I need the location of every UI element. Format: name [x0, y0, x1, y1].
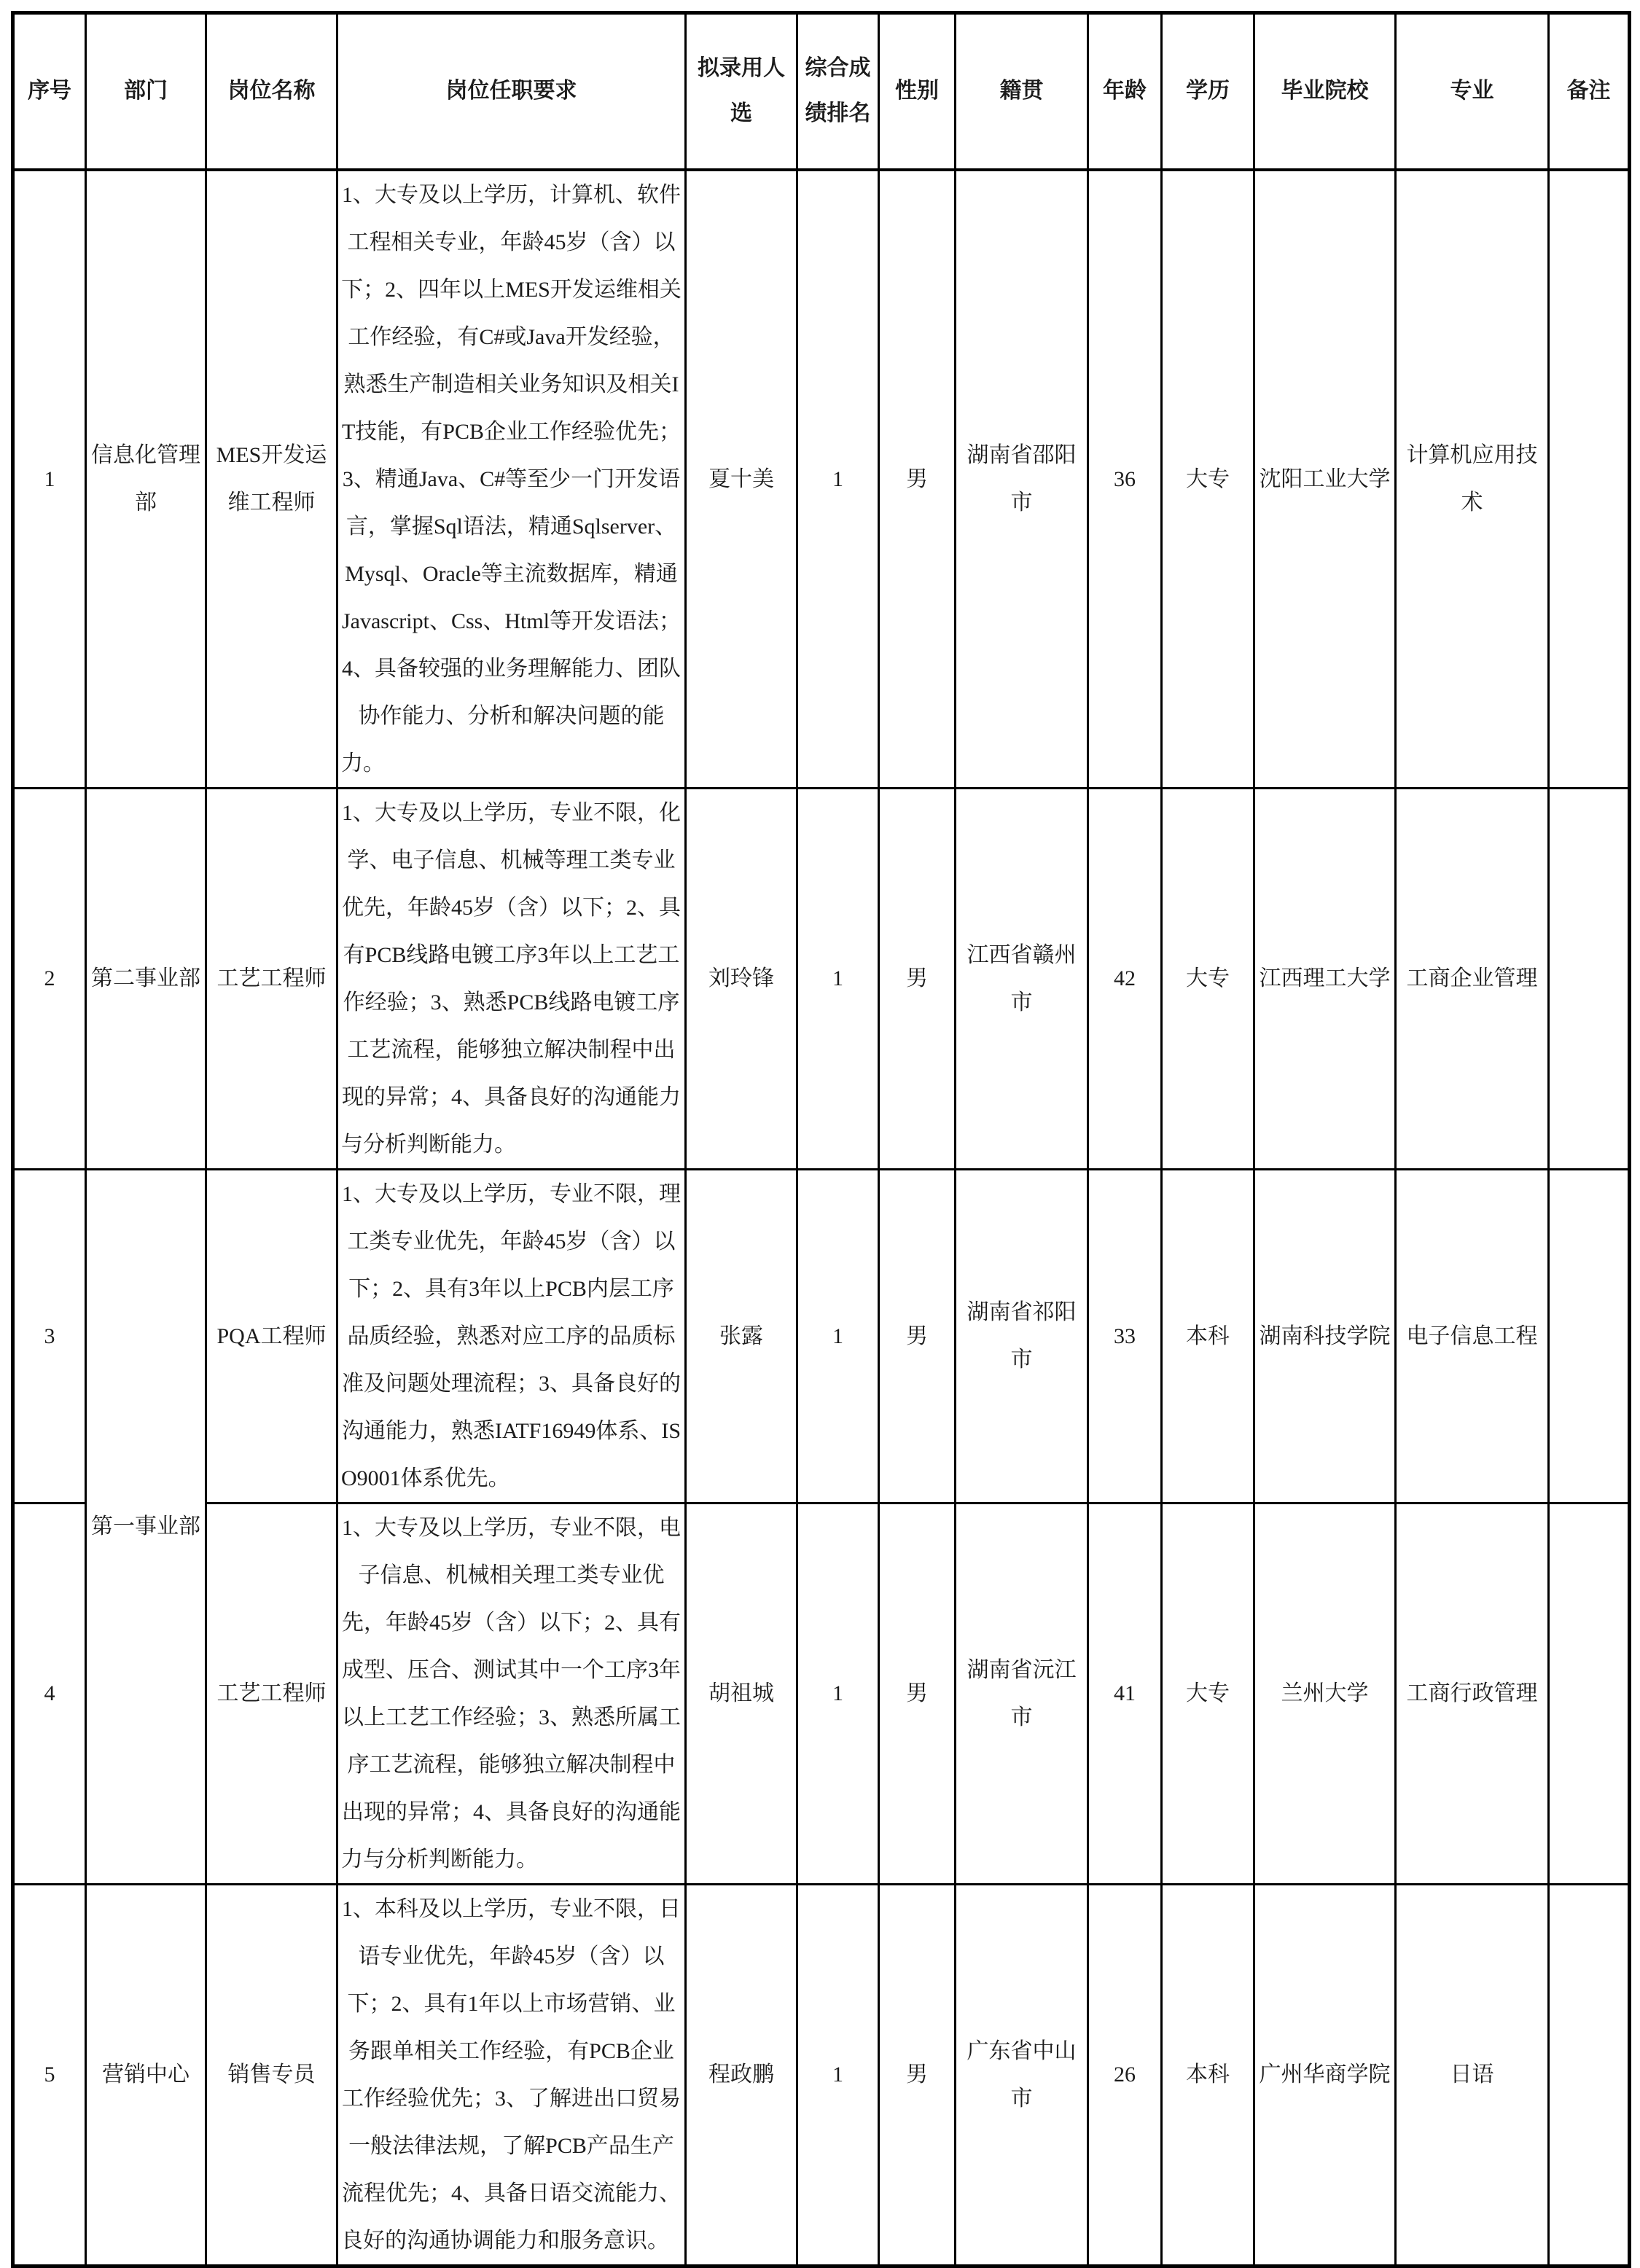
cell-rank: 1 — [797, 1884, 879, 2266]
cell-remark — [1549, 788, 1630, 1169]
cell-candidate: 夏十美 — [686, 170, 797, 789]
cell-major: 工商企业管理 — [1396, 788, 1549, 1169]
cell-age: 41 — [1088, 1503, 1162, 1884]
cell-hometown: 湖南省沅江市 — [956, 1503, 1088, 1884]
table-row — [13, 1884, 1630, 2266]
cell-rank: 1 — [797, 788, 879, 1169]
cell-remark — [1549, 170, 1630, 789]
cell-school: 广州华商学院 — [1254, 1884, 1396, 2266]
cell-hometown: 湖南省邵阳市 — [956, 170, 1088, 789]
header-cell-remark: 备注 — [1549, 13, 1630, 170]
cell-rank: 1 — [797, 1169, 879, 1503]
cell-department: 营销中心 — [86, 1884, 206, 2266]
cell-age: 42 — [1088, 788, 1162, 1169]
cell-index: 3 — [13, 1169, 86, 1503]
header-cell-age: 年龄 — [1088, 13, 1162, 170]
header-cell-major: 专业 — [1396, 13, 1549, 170]
cell-hometown: 湖南省祁阳市 — [956, 1169, 1088, 1503]
cell-gender: 男 — [879, 1884, 956, 2266]
cell-education: 本科 — [1162, 1884, 1254, 2266]
cell-candidate: 程政鹏 — [686, 1884, 797, 2266]
cell-school: 兰州大学 — [1254, 1503, 1396, 1884]
header-cell-hometown: 籍贯 — [956, 13, 1088, 170]
header-cell-school: 毕业院校 — [1254, 13, 1396, 170]
cell-remark — [1549, 1884, 1630, 2266]
cell-school: 江西理工大学 — [1254, 788, 1396, 1169]
recruitment-result-table — [11, 11, 1631, 2268]
header-cell-position: 岗位名称 — [206, 13, 337, 170]
cell-hometown: 广东省中山市 — [956, 1884, 1088, 2266]
cell-age: 33 — [1088, 1169, 1162, 1503]
cell-department-merged: 第一事业部 — [86, 1169, 206, 1884]
table-row — [13, 788, 1630, 1169]
cell-education: 大专 — [1162, 170, 1254, 789]
cell-major: 计算机应用技术 — [1396, 170, 1549, 789]
header-cell-index: 序号 — [13, 13, 86, 170]
cell-gender: 男 — [879, 1169, 956, 1503]
cell-school: 湖南科技学院 — [1254, 1169, 1396, 1503]
header-cell-department: 部门 — [86, 13, 206, 170]
cell-requirements: 1、大专及以上学历，专业不限，理工类专业优先，年龄45岁（含）以下；2、具有3年以上PCB内层工序品质经验，熟悉对应工序的品质标准及问题处理流程；3、具备良好的沟通能力，熟悉IATF16949体系、ISO9001体系优先。 — [337, 1169, 686, 1503]
cell-department: 信息化管理部 — [86, 170, 206, 789]
cell-index: 4 — [13, 1503, 86, 1884]
cell-candidate: 胡祖城 — [686, 1503, 797, 1884]
cell-rank: 1 — [797, 1503, 879, 1884]
cell-major: 日语 — [1396, 1884, 1549, 2266]
table-row — [13, 170, 1630, 789]
cell-position: MES开发运维工程师 — [206, 170, 337, 789]
cell-age: 36 — [1088, 170, 1162, 789]
header-cell-requirements: 岗位任职要求 — [337, 13, 686, 170]
cell-major: 工商行政管理 — [1396, 1503, 1549, 1884]
cell-index: 1 — [13, 170, 86, 789]
cell-requirements: 1、大专及以上学历，专业不限，化学、电子信息、机械等理工类专业优先，年龄45岁（含）以下；2、具有PCB线路电镀工序3年以上工艺工作经验；3、熟悉PCB线路电镀工序工艺流程，能够独立解决制程中出现的异常；4、具备良好的沟通能力与分析判断能力。 — [337, 788, 686, 1169]
cell-department: 第二事业部 — [86, 788, 206, 1169]
cell-gender: 男 — [879, 788, 956, 1169]
header-row — [13, 13, 1630, 170]
cell-age: 26 — [1088, 1884, 1162, 2266]
cell-candidate: 刘玲锋 — [686, 788, 797, 1169]
cell-education: 本科 — [1162, 1169, 1254, 1503]
table-row — [13, 1503, 1630, 1884]
cell-index: 2 — [13, 788, 86, 1169]
cell-gender: 男 — [879, 1503, 956, 1884]
cell-major: 电子信息工程 — [1396, 1169, 1549, 1503]
cell-candidate: 张露 — [686, 1169, 797, 1503]
cell-position: 工艺工程师 — [206, 1503, 337, 1884]
cell-index: 5 — [13, 1884, 86, 2266]
cell-education: 大专 — [1162, 788, 1254, 1169]
cell-position: 工艺工程师 — [206, 788, 337, 1169]
header-cell-education: 学历 — [1162, 13, 1254, 170]
cell-gender: 男 — [879, 170, 956, 789]
cell-remark — [1549, 1503, 1630, 1884]
cell-requirements: 1、大专及以上学历，专业不限，电子信息、机械相关理工类专业优先，年龄45岁（含）以下；2、具有成型、压合、测试其中一个工序3年以上工艺工作经验；3、熟悉所属工序工艺流程，能够独立解决制程中出现的异常；4、具备良好的沟通能力与分析判断能力。 — [337, 1503, 686, 1884]
cell-requirements: 1、大专及以上学历，计算机、软件工程相关专业，年龄45岁（含）以下；2、四年以上MES开发运维相关工作经验，有C#或Java开发经验，熟悉生产制造相关业务知识及相关IT技能，有PCB企业工作经验优先；3、精通Java、C#等至少一门开发语言，掌握Sql语法，精通Sqlserver、Mysql、Oracle等主流数据库，精通Javascript、Css、Html等开发语法；4、具备较强的业务理解能力、团队协作能力、分析和解决问题的能力。 — [337, 170, 686, 789]
cell-rank: 1 — [797, 170, 879, 789]
cell-hometown: 江西省赣州市 — [956, 788, 1088, 1169]
header-cell-gender: 性别 — [879, 13, 956, 170]
cell-position: 销售专员 — [206, 1884, 337, 2266]
header-cell-rank: 综合成绩排名 — [797, 13, 879, 170]
table-row — [13, 1169, 1630, 1503]
cell-education: 大专 — [1162, 1503, 1254, 1884]
cell-school: 沈阳工业大学 — [1254, 170, 1396, 789]
header-cell-candidate: 拟录用人选 — [686, 13, 797, 170]
cell-position: PQA工程师 — [206, 1169, 337, 1503]
cell-requirements: 1、本科及以上学历，专业不限，日语专业优先，年龄45岁（含）以下；2、具有1年以上市场营销、业务跟单相关工作经验，有PCB企业工作经验优先；3、了解进出口贸易一般法律法规，了解PCB产品生产流程优先；4、具备日语交流能力、良好的沟通协调能力和服务意识。 — [337, 1884, 686, 2266]
cell-remark — [1549, 1169, 1630, 1503]
